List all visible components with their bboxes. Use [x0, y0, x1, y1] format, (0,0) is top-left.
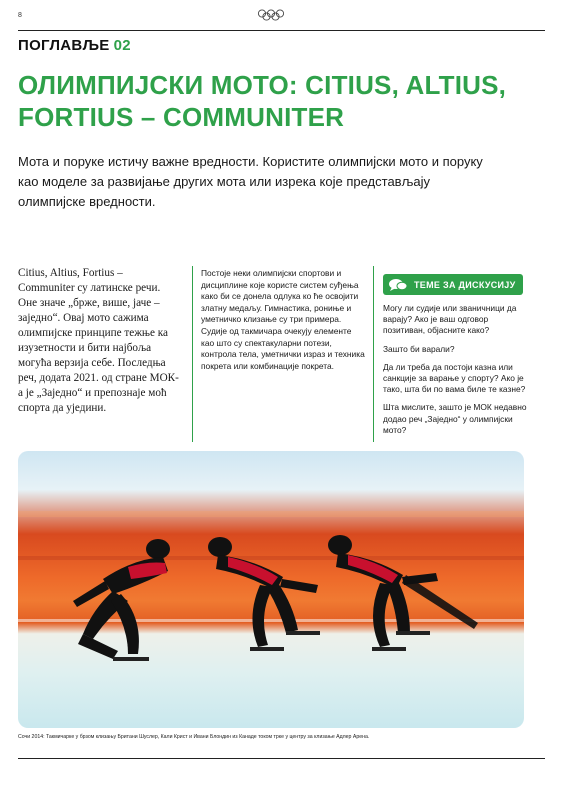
discussion-question: Шта мислите, зашто је МОК недавно додао реч „Заједно“ у олимпијски мото? [383, 402, 527, 435]
photo-caption: Сочи 2014: Такмичарке у брзом клизању Британи Шуслер, Кали Крист и Ивани Блондин из Канаде током трке у центру за клизање Адлер Арена. [18, 734, 370, 740]
discussion-topics-badge [383, 274, 523, 295]
bottom-divider [18, 758, 545, 759]
chapter-heading [18, 37, 131, 54]
discussion-question: Зашто би варали? [383, 343, 455, 354]
speech-bubbles-icon [388, 278, 408, 292]
column-divider [373, 266, 374, 442]
top-divider [18, 30, 545, 31]
page-title-line-2: FORTIUS – COMMUNITER [18, 102, 345, 132]
discussion-question: Да ли треба да постоји казна или санкције за варање у спорту? Ако је тако, шта би по вама биле те казне? [383, 361, 526, 395]
page-number: 8 [18, 12, 22, 19]
discussion-questions [383, 303, 528, 443]
chapter-label: ПОГЛАВЉЕ [18, 37, 110, 54]
discussion-topics-title: ТЕМЕ ЗА ДИСКУСИЈУ [414, 279, 516, 290]
olympic-rings-icon [257, 9, 285, 21]
skater-figure [208, 537, 320, 651]
chapter-number: 02 [113, 37, 131, 54]
motto-paragraph: Citius, Altius, Fortius – Communiter су латинске речи. Оне значе „брже, више, јаче – заједно“. Овај мото сажима олимпијске принципе тежње ка изузетности и бити најбоља могућа верзија себе. Последња реч, додата 2021. од стране МОК-а је „Заједно“ и препознаје моћ спорта да уједини. [18, 267, 179, 414]
speed-skaters-illustration [18, 451, 524, 728]
skater-figure [328, 535, 478, 651]
page-title-line-1: ОЛИМПИЈСКИ МОТО: CITIUS, ALTIUS, [18, 70, 507, 100]
discussion-question: Могу ли судије или званичници да варају? Ако је ваш одговор позитиван, објасните како? [383, 303, 517, 336]
judging-paragraph: Постоје неки олимпијски спортови и дисциплине које користе систем суђења како би се донела одлука ко ће освојити златну медаљу. Гимнастика, рониње и уметничко клизање су три примера. Судије од такмичара очекују елементе као што су спектакуларни потези, контрола тела, уметнички израз и техника покрета или комбинације покрета. [201, 268, 365, 371]
intro-paragraph: Мота и поруке истичу важне вредности. Користите олимпијски мото и поруку као моделе за развијање других мота или изрека које представљају олимпијске вредности. [18, 154, 483, 209]
column-divider [192, 266, 193, 442]
speed-skaters-photo [18, 451, 524, 728]
page-title [18, 69, 538, 133]
